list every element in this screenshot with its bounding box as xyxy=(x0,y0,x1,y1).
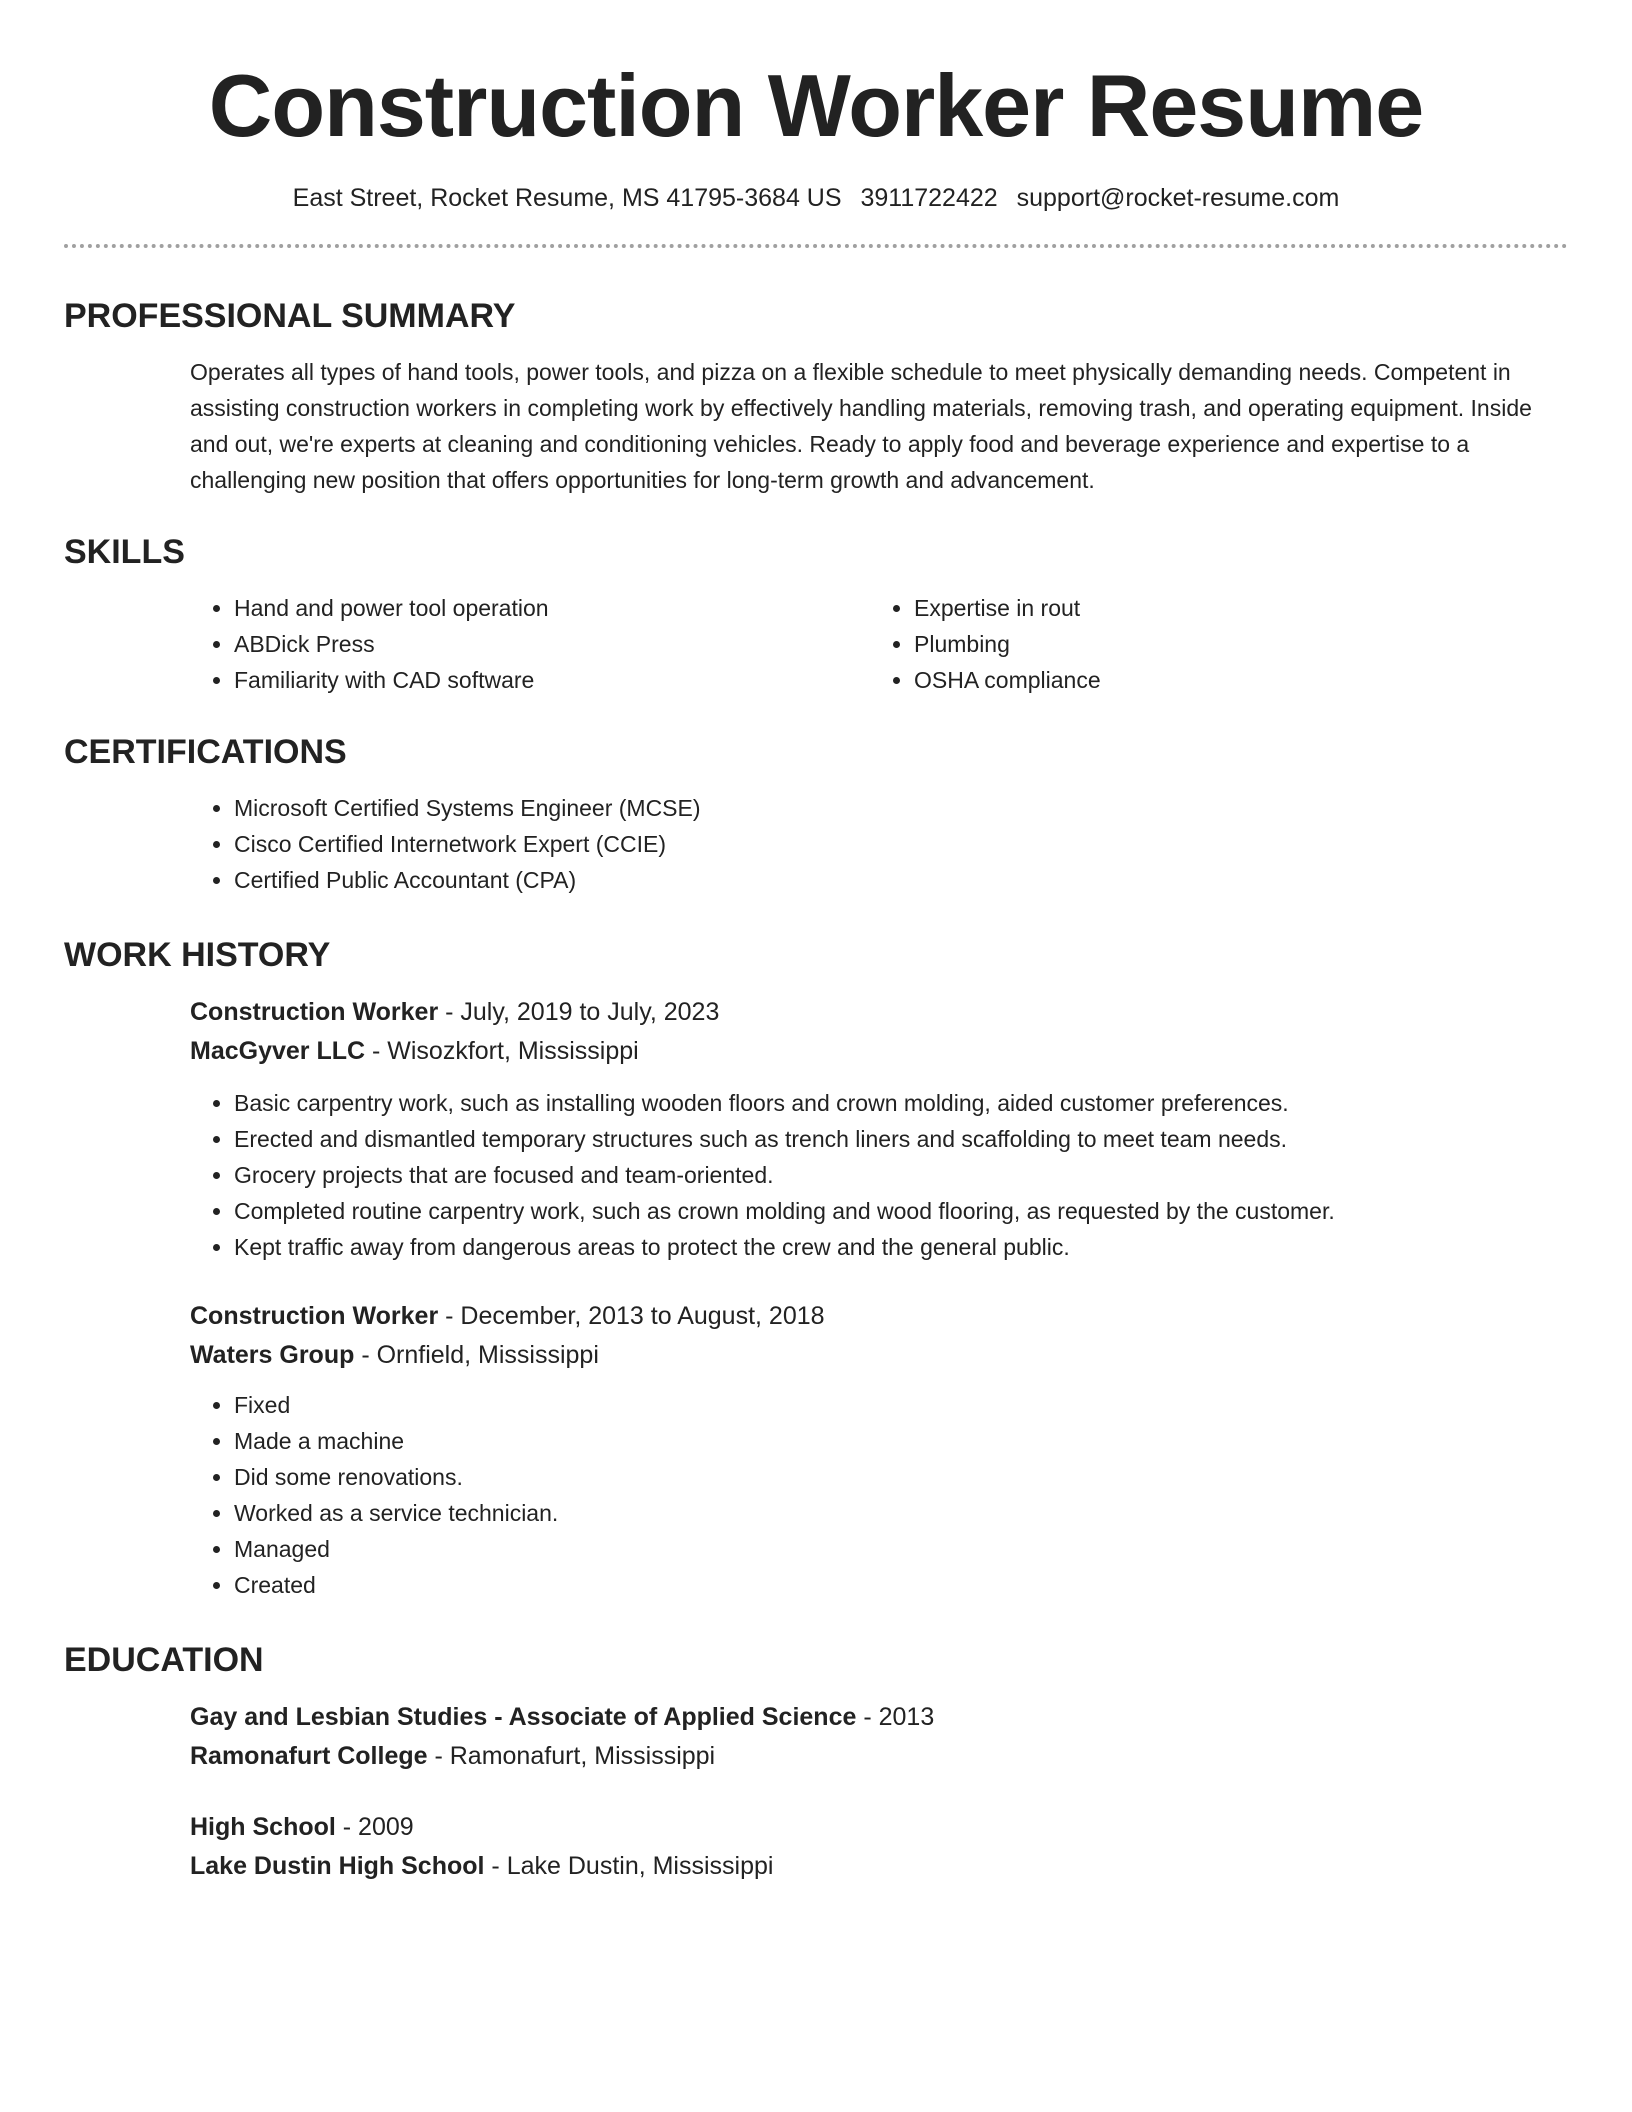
job-title-line xyxy=(190,993,1568,1032)
list-item: • Kept traffic away from dangerous areas to protect the crew and the general public. xyxy=(234,1229,1568,1265)
work-history-section xyxy=(64,935,1568,1603)
job-location: - Ornfield, Mississippi xyxy=(354,1341,599,1369)
contact-phone[interactable]: 3911722422 xyxy=(860,184,998,212)
job-dates: - July, 2019 to July, 2023 xyxy=(438,998,720,1026)
job-title-line xyxy=(190,1297,1568,1336)
list-item: • Certified Public Accountant (CPA) xyxy=(234,862,1568,898)
education-degree-line xyxy=(190,1698,1568,1737)
job-title: Construction Worker xyxy=(190,998,439,1026)
education-year: - 2013 xyxy=(856,1703,935,1731)
education-entry xyxy=(190,1808,1568,1886)
list-item: • OSHA compliance xyxy=(914,662,1550,698)
education-school-line xyxy=(190,1847,1568,1886)
certifications-list xyxy=(190,790,1568,898)
education-school-line xyxy=(190,1737,1568,1776)
list-item: • Expertise in rout xyxy=(914,590,1550,626)
education-school: Lake Dustin High School xyxy=(190,1852,485,1880)
list-item: • Did some renovations. xyxy=(234,1459,1568,1495)
job-company: MacGyver LLC xyxy=(190,1037,366,1065)
certifications-heading: CERTIFICATIONS xyxy=(64,733,347,771)
education-degree-line xyxy=(190,1808,1568,1847)
summary-text: Operates all types of hand tools, power tools, and pizza on a flexible schedule to meet physically demanding needs. Competent in assisting construction workers in completing work by effectively handling materials, removing trash, and operating equipment. Inside and out, we're experts at cleaning and conditioning vehicles. Ready to apply food and beverage experience and expertise to a challenging new position that offers opportunities for long-term growth and advancement. xyxy=(190,359,1532,493)
list-item: • Completed routine carpentry work, such as crown molding and wood flooring, as requested by the customer. xyxy=(234,1193,1568,1229)
list-item: • Created xyxy=(234,1567,1568,1603)
job-entry xyxy=(190,1297,1568,1603)
list-item: • ABDick Press xyxy=(234,626,870,662)
job-dates: - December, 2013 to August, 2018 xyxy=(438,1302,825,1330)
list-item: • Plumbing xyxy=(914,626,1550,662)
education-location: - Ramonafurt, Mississippi xyxy=(427,1742,716,1770)
list-item: • Microsoft Certified Systems Engineer (MCSE) xyxy=(234,790,1568,826)
list-item: • Made a machine xyxy=(234,1423,1568,1459)
contact-line xyxy=(64,182,1568,214)
header-divider xyxy=(64,244,1568,248)
education-location: - Lake Dustin, Mississippi xyxy=(484,1852,774,1880)
education-section xyxy=(64,1640,1568,1886)
job-location: - Wisozkfort, Mississippi xyxy=(365,1037,639,1065)
skills-list-left xyxy=(190,590,870,698)
list-item: • Basic carpentry work, such as installing wooden floors and crown molding, aided customer preferences. xyxy=(234,1085,1568,1121)
education-degree: High School xyxy=(190,1813,336,1841)
list-item: • Fixed xyxy=(234,1387,1568,1423)
job-title: Construction Worker xyxy=(190,1302,439,1330)
list-item: • Familiarity with CAD software xyxy=(234,662,870,698)
list-item: • Grocery projects that are focused and team-oriented. xyxy=(234,1157,1568,1193)
education-year: - 2009 xyxy=(335,1813,414,1841)
summary-heading: PROFESSIONAL SUMMARY xyxy=(64,297,516,335)
list-item: • Worked as a service technician. xyxy=(234,1495,1568,1531)
resume-title: Construction Worker Resume xyxy=(208,56,1424,155)
list-item: • Hand and power tool operation xyxy=(234,590,870,626)
job-company-line xyxy=(190,1032,1568,1071)
education-entry xyxy=(190,1698,1568,1776)
job-company: Waters Group xyxy=(190,1341,355,1369)
list-item: • Cisco Certified Internetwork Expert (CCIE) xyxy=(234,826,1568,862)
skills-list-right xyxy=(870,590,1550,698)
contact-address: East Street, Rocket Resume, MS 41795-3684 US xyxy=(292,184,842,212)
summary-section xyxy=(64,296,1568,498)
skills-grid xyxy=(190,590,1568,698)
list-item: • Erected and dismantled temporary structures such as trench liners and scaffolding to meet team needs. xyxy=(234,1121,1568,1157)
education-degree: Gay and Lesbian Studies - Associate of Applied Science xyxy=(190,1703,857,1731)
job-entry xyxy=(190,993,1568,1265)
job-bullets xyxy=(190,1387,1568,1603)
skills-heading: SKILLS xyxy=(64,533,185,571)
list-item: • Managed xyxy=(234,1531,1568,1567)
education-school: Ramonafurt College xyxy=(190,1742,428,1770)
work-history-heading: WORK HISTORY xyxy=(64,936,331,974)
education-heading: EDUCATION xyxy=(64,1641,264,1679)
skills-section xyxy=(64,532,1568,698)
certifications-section xyxy=(64,732,1568,898)
job-company-line xyxy=(190,1336,1568,1375)
resume-page xyxy=(64,0,1568,1880)
job-bullets xyxy=(190,1085,1568,1265)
contact-email[interactable]: support@rocket-resume.com xyxy=(1016,184,1340,212)
